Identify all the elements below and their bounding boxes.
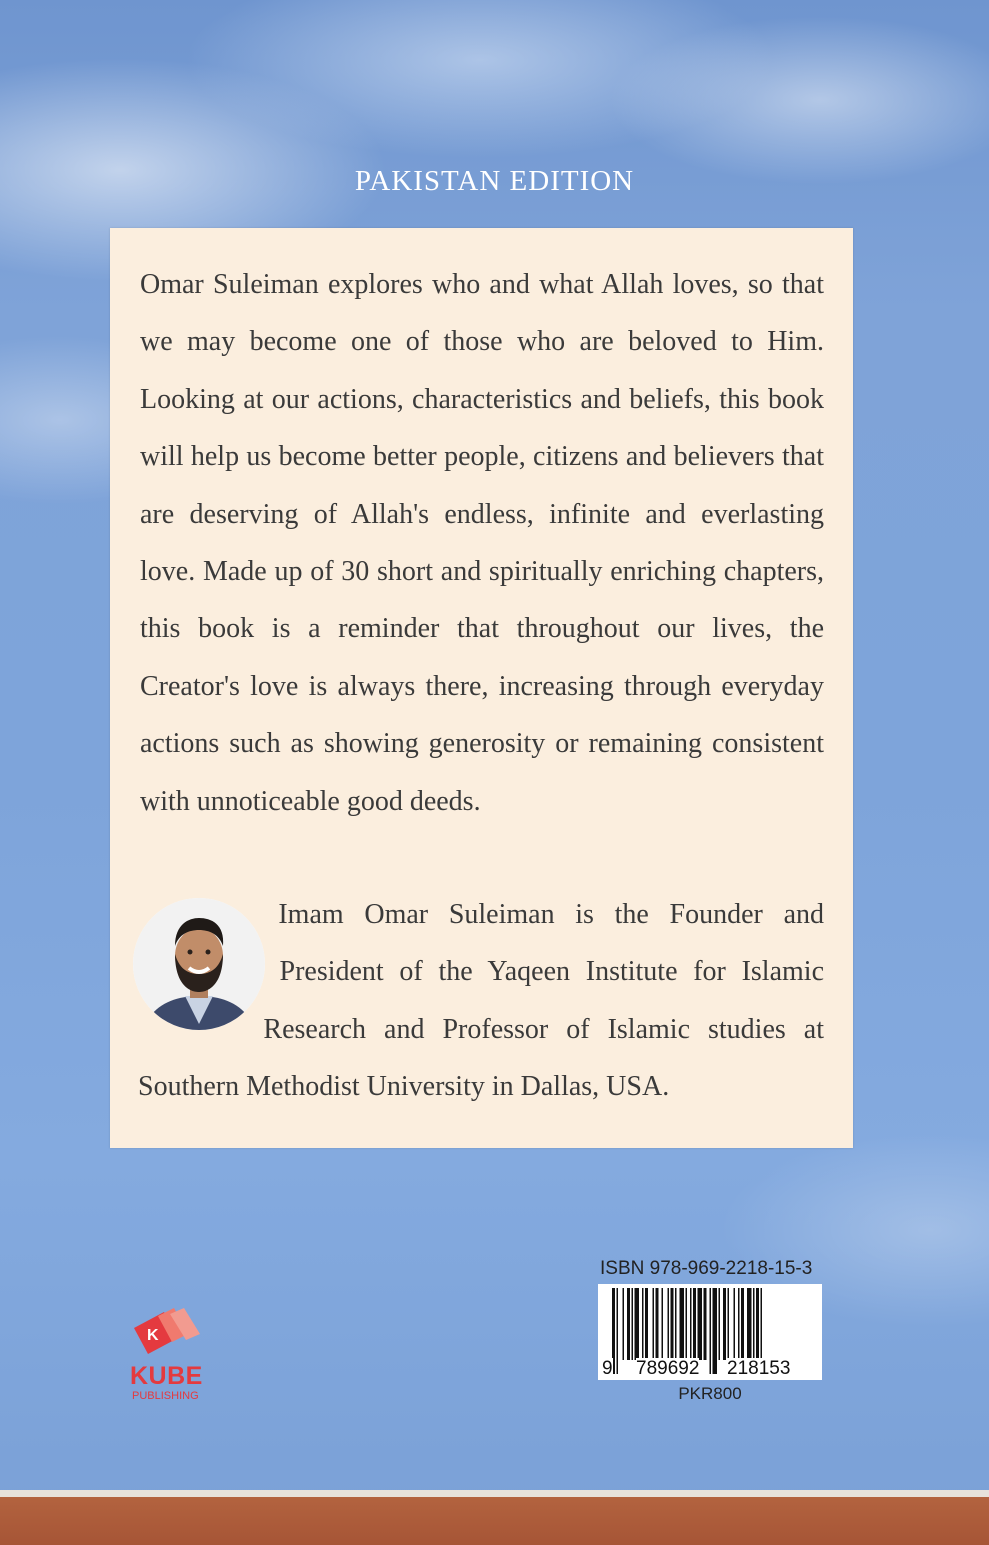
barcode-bar	[617, 1288, 619, 1374]
barcode-bar	[713, 1288, 718, 1374]
barcode-bar	[741, 1288, 744, 1360]
barcode-bar	[753, 1288, 755, 1360]
price-label: PKR800	[678, 1384, 742, 1403]
barcode-lead-digit: 9	[602, 1358, 613, 1379]
barcode-bar	[623, 1288, 625, 1360]
barcode-bar	[761, 1288, 763, 1360]
cover-bottom-strip	[0, 1497, 989, 1545]
kube-books-logo-icon	[130, 1306, 220, 1362]
barcode-bar	[698, 1288, 703, 1360]
barcode-bar	[693, 1288, 696, 1360]
isbn-number: ISBN 978-969-2218-15-3	[600, 1258, 813, 1279]
edition-label: PAKISTAN EDITION	[354, 165, 635, 197]
barcode-bar	[747, 1288, 752, 1360]
barcode-bar	[710, 1288, 712, 1374]
barcode-bar	[662, 1288, 664, 1360]
barcode-bar	[656, 1288, 659, 1360]
isbn-block	[598, 1258, 824, 1408]
barcode-bar	[635, 1288, 640, 1360]
barcode-bar	[704, 1288, 707, 1360]
publisher-logo	[130, 1306, 220, 1410]
barcode-bar	[632, 1288, 634, 1360]
barcode-bar	[738, 1288, 740, 1360]
barcode-bar	[734, 1288, 736, 1360]
barcode-bar	[653, 1288, 655, 1360]
barcode	[598, 1284, 822, 1380]
author-portrait-icon	[133, 898, 265, 1030]
description-panel	[110, 228, 853, 1148]
barcode-bar	[645, 1288, 648, 1360]
barcode-group-left: 789692	[636, 1358, 700, 1379]
author-bio-text: Imam Omar Suleiman is the Founder and President of the Yaqeen Institute for Islamic Research and Professor of Islamic studies at Southern Methodist University in Dallas, USA.	[138, 899, 824, 1103]
barcode-bar	[719, 1288, 721, 1360]
barcode-bar	[675, 1288, 677, 1360]
barcode-bar	[627, 1288, 630, 1360]
barcode-bar	[728, 1288, 730, 1360]
barcode-bar	[642, 1288, 644, 1360]
barcode-group-right: 218153	[727, 1358, 791, 1379]
barcode-bar	[668, 1288, 670, 1360]
barcode-bar	[686, 1288, 688, 1360]
barcode-bar	[756, 1288, 759, 1360]
book-description: Omar Suleiman explores who and what Allah loves, so that we may become one of those who are beloved to Him. Looking at our actions, characteristics and beliefs, this book will help us become better people, citizens and believers that are deserving of Allah's endless, infinite and everlasting love. Made up of 30 short and spiritually enriching chapters, this book is a reminder that throughout our lives, the Creator's love is always there, increasing through everyday actions such as showing generosity or remaining consistent with unnoticeable good deeds.	[140, 269, 824, 817]
publisher-subtitle: PUBLISHING	[132, 1390, 199, 1402]
barcode-bar	[723, 1288, 726, 1360]
barcode-bar	[690, 1288, 692, 1360]
barcode-bar	[680, 1288, 685, 1360]
barcode-bar	[671, 1288, 674, 1360]
publisher-name: KUBE	[130, 1362, 203, 1390]
logo-letter: K	[147, 1327, 159, 1344]
